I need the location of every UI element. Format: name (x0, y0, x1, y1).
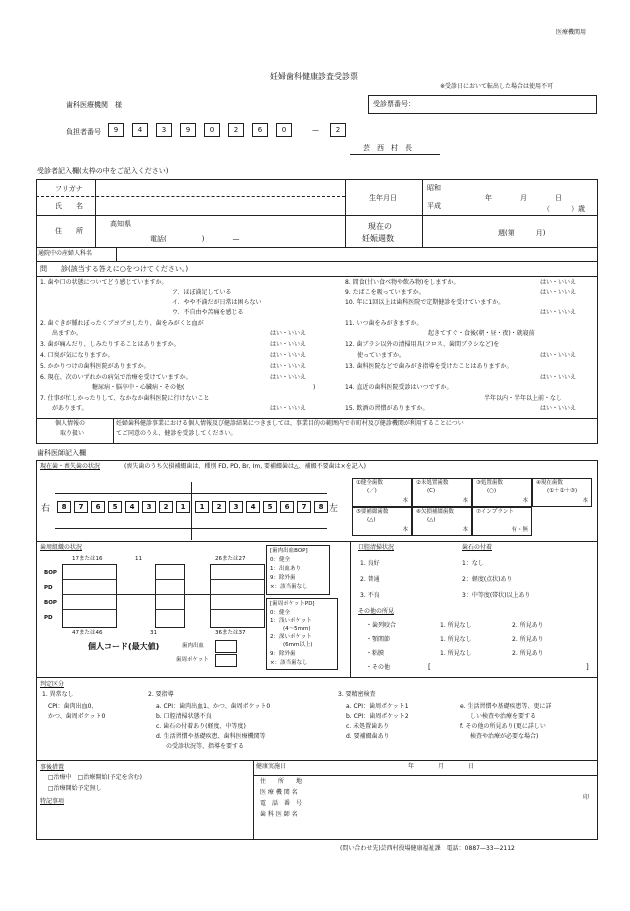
patient-frame (36, 179, 598, 444)
hygiene-poor[interactable]: 3. 不良 (360, 592, 380, 599)
status-note: (喪失歯のうち欠損補綴歯は、種別 FD, PD, Br, Im, 要補綴歯は△、補綴不要歯は×を記入) (124, 463, 366, 470)
count-box-unit: 本 (462, 498, 468, 504)
judgment-item[interactable]: 検査や治療が必要な場合) (470, 733, 539, 740)
judgment-item[interactable]: の受診状況等、指導を要する (166, 743, 245, 750)
judgment-title: 判定区分 (40, 681, 65, 688)
bop-legend-item: 9：除外歯 (270, 575, 296, 581)
calculus-mild[interactable]: 2：軽度(点状)あり (462, 576, 513, 583)
finding-tmj: ・顎関節 (366, 636, 391, 643)
payer-digit: 2 (330, 123, 346, 137)
count-box-unit: 本 (462, 527, 468, 533)
pref-text[interactable]: 高知県 (110, 220, 131, 228)
pd-legend-item: 0：健全 (270, 610, 290, 616)
perio-pocket-label: 歯周ポケット (176, 657, 209, 663)
status-title: 現在歯・喪失歯の状況 (40, 463, 101, 470)
perio-bottom-label-3: 36または37 (215, 630, 246, 636)
q2: 2. 歯ぐきが腫れぼったくブヨブヨしたり、歯をみがくと血が (40, 320, 204, 327)
seal-label: 印 (583, 794, 590, 801)
perio-pocket-code-input[interactable] (215, 654, 237, 667)
count-box-label: ①健全歯数 (356, 480, 383, 486)
tooth-upper-right[interactable]: 1 (176, 501, 190, 513)
consent-text-1: 妊婦歯科健診事業における個人情報及び健診結果につきましては、事業目的の範囲内で市町村及び健診機関が利用することについ (116, 420, 464, 427)
perio-top-label-3: 26または27 (215, 556, 246, 562)
calculus-none[interactable]: 1：なし (462, 560, 484, 567)
q1-b[interactable]: イ．やや不満だが日常は困らない (172, 299, 262, 306)
judgment-item[interactable]: しい検査や治療を要する (470, 713, 537, 720)
judgment-item[interactable]: 3. 要精密検査 (338, 691, 376, 698)
tooth-upper-right[interactable]: 7 (74, 501, 88, 513)
payer-digit: 2 (228, 123, 244, 137)
count-box[interactable] (412, 507, 472, 536)
count-box-unit: 本 (522, 498, 528, 504)
q6-close: ) (313, 384, 316, 391)
aftercare-options[interactable]: □治療中 □治療開始(予定を含む) (48, 774, 143, 781)
q8-answer[interactable]: はい・いいえ (540, 279, 577, 286)
consent-label-2: 取り扱い (60, 430, 85, 437)
count-box-label: ④現在歯数 (536, 480, 563, 486)
form-title: 妊婦歯科健康診査受診票 (270, 72, 358, 81)
perio-grid-left[interactable] (62, 564, 117, 628)
q9-answer[interactable]: はい・いいえ (540, 289, 577, 296)
calculus-title: 歯石の付着 (462, 544, 493, 551)
hygiene-good[interactable]: 1. 良好 (360, 560, 380, 567)
count-box-mark: (○) (487, 488, 497, 494)
finding-other: ・その他 (366, 664, 391, 671)
tmj-some[interactable]: 2. 所見あり (512, 636, 544, 643)
weeks-value[interactable]: 週(第 月) (498, 229, 546, 237)
hygiene-title: 口腔清掃状況 (358, 544, 395, 551)
hospital-input[interactable] (117, 248, 597, 260)
interview-title: 問 診(該当する答えに○をつけてください。) (40, 265, 189, 273)
clinic-phone-label: 電 話 番 号 (260, 800, 303, 807)
tooth-upper-right[interactable]: 8 (57, 501, 71, 513)
furigana-label: フリガナ (55, 185, 83, 193)
judgment-item[interactable]: d. 生活習慣や基礎疾患、歯科医療機関等 (156, 733, 266, 740)
consent-label-1: 個人情報の (55, 420, 86, 427)
pd-legend-item: (4〜5mm) (283, 626, 311, 632)
q2-answer[interactable]: はい・いいえ (270, 330, 307, 337)
village-head: 芸 西 村 長 (363, 144, 412, 152)
judgment-item[interactable]: c. 歯石の付着あり(軽度、中等度) (156, 723, 246, 730)
judgment-item[interactable]: a. CPI：歯周ポケット1 (346, 703, 409, 710)
hospital-label: 通院中の産婦人科名 (38, 250, 93, 257)
count-box-mark: (△) (427, 517, 436, 523)
judgment-item[interactable]: c. 未処置歯あり (346, 723, 390, 730)
payer-digit: 3 (156, 123, 172, 137)
dental-section-title: 歯科医師記入欄 (37, 449, 86, 457)
count-box-label: ③処置歯数 (476, 480, 503, 486)
tooth-upper-right[interactable]: 6 (91, 501, 105, 513)
q1-c[interactable]: ウ．不自由や苦痛を感じる (172, 309, 244, 316)
count-box-label: ⑥欠損補綴歯数 (416, 509, 454, 515)
count-box-mark: (C) (427, 488, 436, 494)
judgment-item[interactable]: 1. 異常なし (42, 691, 74, 698)
judgment-item[interactable]: e. 生活習慣や基礎疾患等、更に詳 (460, 703, 552, 710)
tmj-none[interactable]: 1. 所見なし (440, 636, 472, 643)
mucosa-none[interactable]: 1. 所見なし (440, 650, 472, 657)
tooth-upper-left[interactable]: 3 (229, 501, 243, 513)
q6-answer[interactable]: はい・いいえ (270, 374, 307, 381)
perio-pd-lower-label: PD (44, 615, 53, 621)
perio-top-label-1: 17または16 (72, 556, 103, 562)
payer-digit: 6 (252, 123, 268, 137)
era-heisei: 平成 (427, 202, 441, 210)
q1: 1. 歯や口の状態についてどう感じていますか。 (40, 279, 168, 286)
judgment-item[interactable]: 2. 要指導 (148, 691, 174, 698)
q15-answer[interactable]: はい・いいえ (540, 405, 577, 412)
birth-ymd[interactable]: 年 月 日 (485, 194, 562, 202)
payer-digit: 0 (204, 123, 220, 137)
count-box-unit: 本 (582, 498, 588, 504)
judgment-item[interactable]: b. CPI：歯周ポケット2 (346, 713, 409, 720)
bop-legend-title: [歯肉出血BOP] (270, 548, 308, 554)
tooth-upper-left[interactable]: 7 (297, 501, 311, 513)
mucosa-some[interactable]: 2. 所見あり (512, 650, 544, 657)
perio-top-label-2: 11 (135, 556, 142, 562)
notice-text: ※受診日において転出した場合は使用不可 (440, 83, 554, 90)
q7-cont: があります。 (52, 405, 88, 412)
tooth-upper-right[interactable]: 3 (142, 501, 156, 513)
payer-digit: 4 (132, 123, 148, 137)
exam-date-label: 健康実施日 (256, 763, 287, 770)
clinic-address-label: 住 所 地 (260, 778, 303, 785)
count-box-mark: (／) (367, 488, 377, 494)
perio-pd-upper-label: PD (44, 585, 53, 591)
clinic-label: 歯科医療機関 様 (66, 101, 122, 109)
count-box-unit: 本 (402, 498, 408, 504)
count-box[interactable] (532, 478, 592, 507)
left-label: 左 (329, 504, 339, 514)
count-box-unit: 本 (402, 527, 408, 533)
address-label: 住 所 (55, 227, 83, 235)
judgment-item[interactable]: CPI：歯肉出血0、 (48, 703, 98, 710)
ticket-number-field[interactable] (368, 95, 597, 114)
perio-grid-right[interactable] (210, 564, 265, 628)
q10: 10. 年に1回以上は歯科医院で定期健診を受けていますか。 (345, 299, 505, 306)
q1-a[interactable]: ア．ほぼ満足している (172, 289, 232, 296)
q4: 4. 口臭が気になりますか。 (40, 352, 114, 359)
pd-legend-title: [歯周ポケットPD] (270, 601, 315, 607)
tooth-upper-left[interactable]: 6 (280, 501, 294, 513)
q12-answer[interactable]: はい・いいえ (540, 352, 577, 359)
pd-legend-item: 2：深いポケット (270, 634, 312, 640)
q7: 7. 仕事が忙しかったりして、なかなか歯科医院に行けないこと (40, 395, 210, 402)
payer-digit: 9 (180, 123, 196, 137)
pd-legend-item: (6mm以上) (283, 642, 313, 648)
weeks-label-1: 現在の (368, 222, 392, 231)
tooth-upper-right[interactable]: 4 (125, 501, 139, 513)
payer-label: 負担者番号 (66, 128, 101, 136)
perio-bop-lower-label: BOP (44, 600, 57, 606)
tooth-upper-left[interactable]: 8 (314, 501, 328, 513)
tooth-upper-left[interactable]: 2 (212, 501, 226, 513)
count-box[interactable] (472, 478, 532, 507)
weeks-label-2: 妊娠週数 (362, 234, 394, 243)
tooth-upper-left[interactable]: 4 (246, 501, 260, 513)
corner-label: 医療機関用 (556, 29, 587, 36)
furigana-input[interactable] (96, 180, 344, 195)
q3-answer[interactable]: はい・いいえ (270, 341, 307, 348)
contact-info: (問い合わせ先)芸西村役場健康福祉課 電話：0887—33—2112 (340, 845, 515, 852)
occlusion-some[interactable]: 2. 所見あり (512, 622, 544, 629)
q6: 6. 現在、次のいずれかの病気で治療を受けていますか。 (40, 374, 192, 381)
judgment-item[interactable]: かつ、歯周ポケット0 (48, 713, 106, 720)
q4-answer[interactable]: はい・いいえ (270, 352, 307, 359)
tooth-upper-right[interactable]: 5 (108, 501, 122, 513)
q8: 8. 間食(甘い食べ物や飲み物)をしますか。 (345, 279, 460, 286)
age-field[interactable]: （ ）歳 (543, 205, 585, 213)
clinic-name-label: 医 療 機 関 名 (260, 789, 298, 796)
pd-legend-item: 9：除外歯 (270, 651, 296, 657)
perio-bop-upper-label: BOP (44, 570, 57, 576)
q12-cont: 使っていますか。 (357, 352, 406, 359)
clinic-info-input[interactable] (320, 778, 575, 836)
judgment-item[interactable]: f. その他の所見あり(更に詳しい (460, 723, 546, 730)
consent-text-2: てご同意のうえ、健診を受診してください。 (116, 430, 237, 437)
judgment-item[interactable]: b. 口腔清掃状態不良 (156, 713, 212, 720)
count-box[interactable] (352, 507, 412, 536)
other-findings-title: その他の所見 (358, 608, 395, 615)
payer-digit: 9 (108, 123, 124, 137)
name-input[interactable] (96, 197, 344, 214)
finding-mucosa: ・粘膜 (366, 650, 385, 657)
q11-options[interactable]: 起きてすぐ・食後(朝・昼・夜)・就寝前 (428, 330, 535, 337)
aftercare-title: 事後措置 (40, 764, 65, 771)
perio-bleed-code-input[interactable] (215, 640, 237, 653)
birth-label: 生年月日 (369, 194, 397, 202)
perio-code-label: 個人コード(最大値) (88, 642, 160, 651)
q3: 3. 歯が痛んだり、しみたりすることはありますか。 (40, 341, 180, 348)
q9: 9. たばこを吸っていますか。 (345, 289, 425, 296)
count-box[interactable] (352, 478, 412, 507)
q10-answer[interactable]: はい・いいえ (540, 309, 577, 316)
tooth-upper-right[interactable]: 2 (159, 501, 173, 513)
patient-section-title: 受診者記入欄(太枠の中をご記入ください) (37, 167, 169, 175)
q14: 14. 直近の歯科医院受診はいつですか。 (345, 384, 453, 391)
right-label: 右 (41, 504, 51, 514)
payer-dash: — (312, 126, 319, 134)
pd-legend-item: 1：浅いポケット (270, 618, 312, 624)
tooth-upper-left[interactable]: 1 (195, 501, 209, 513)
notes-title: 特記事項 (40, 798, 65, 805)
count-box-mark: (①＋②＋③) (547, 488, 578, 494)
occlusion-none[interactable]: 1. 所見なし (440, 622, 472, 629)
judgment-item[interactable]: a. CPI：歯肉出血1、かつ、歯周ポケット0 (156, 703, 271, 710)
bop-legend-item: 1：出血あり (270, 566, 301, 572)
perio-title: 歯周組織の状況 (40, 544, 83, 551)
era-showa: 昭和 (427, 184, 441, 192)
count-box-mark: (△) (367, 517, 376, 523)
other-bracket-open: [ (428, 663, 431, 671)
count-box-label: ②未処置歯数 (416, 480, 449, 486)
finding-occlusion: ・歯列咬合 (366, 622, 397, 629)
count-box[interactable] (412, 478, 472, 507)
perio-bleed-label: 歯肉出血 (182, 643, 205, 649)
tooth-upper-left[interactable]: 5 (263, 501, 277, 513)
q2-cont: 出ますか。 (52, 330, 83, 337)
bop-legend-item: ×：該当歯なし (270, 584, 308, 590)
q11: 11. いつ歯をみがきますか。 (345, 320, 423, 327)
perio-bottom-label-2: 31 (150, 630, 157, 636)
aftercare-no-plan[interactable]: □治療開始予定無し (48, 785, 102, 792)
count-box-unit: 有・無 (511, 527, 528, 533)
q14-options[interactable]: 半年以内・半年以上前・なし (484, 395, 563, 402)
other-findings-input[interactable] (435, 664, 583, 674)
q5-answer[interactable]: はい・いいえ (270, 363, 307, 370)
calculus-moderate[interactable]: 3：中等度(帯状)以上あり (462, 592, 531, 599)
count-box-label: ⑦インプラント (476, 509, 514, 515)
notes-input[interactable] (40, 810, 250, 838)
dentist-name-label: 歯 科 医 師 名 (260, 811, 298, 818)
ticket-label: 受診票番号： (373, 100, 415, 108)
phone-field[interactable]: 電話( ) — (150, 235, 240, 243)
payer-digit: 0 (276, 123, 292, 137)
hygiene-normal[interactable]: 2. 普通 (360, 576, 380, 583)
exam-date-value[interactable]: 年 月 日 (408, 763, 475, 770)
q5: 5. かかりつけの歯科医院がありますか。 (40, 363, 150, 370)
bop-legend-item: 0：健全 (270, 557, 290, 563)
q6-options[interactable]: 糖尿病・脳卒中・心臓病・その他( (92, 384, 185, 391)
q12: 12. 歯ブラシ以外の清掃用具(フロス、歯間ブラシなど)を (345, 341, 500, 348)
q7-answer[interactable]: はい・いいえ (270, 405, 307, 412)
q13-answer[interactable]: はい・いいえ (540, 374, 577, 381)
other-bracket-close: ] (586, 663, 589, 671)
judgment-item[interactable]: d. 要補綴歯あり (346, 733, 390, 740)
pd-legend-item: ×：該当歯なし (270, 660, 308, 666)
count-box-label: ⑤要補綴歯数 (356, 509, 389, 515)
perio-grid-mid[interactable] (155, 564, 185, 628)
q13: 13. 歯科医院などで歯みがき指導を受けたことはありますか。 (345, 363, 513, 370)
count-box[interactable] (472, 507, 532, 536)
name-label: 氏 名 (55, 202, 83, 210)
q15: 15. 飲酒の習慣がありますか。 (345, 405, 429, 412)
perio-bottom-label-1: 47または46 (72, 630, 103, 636)
